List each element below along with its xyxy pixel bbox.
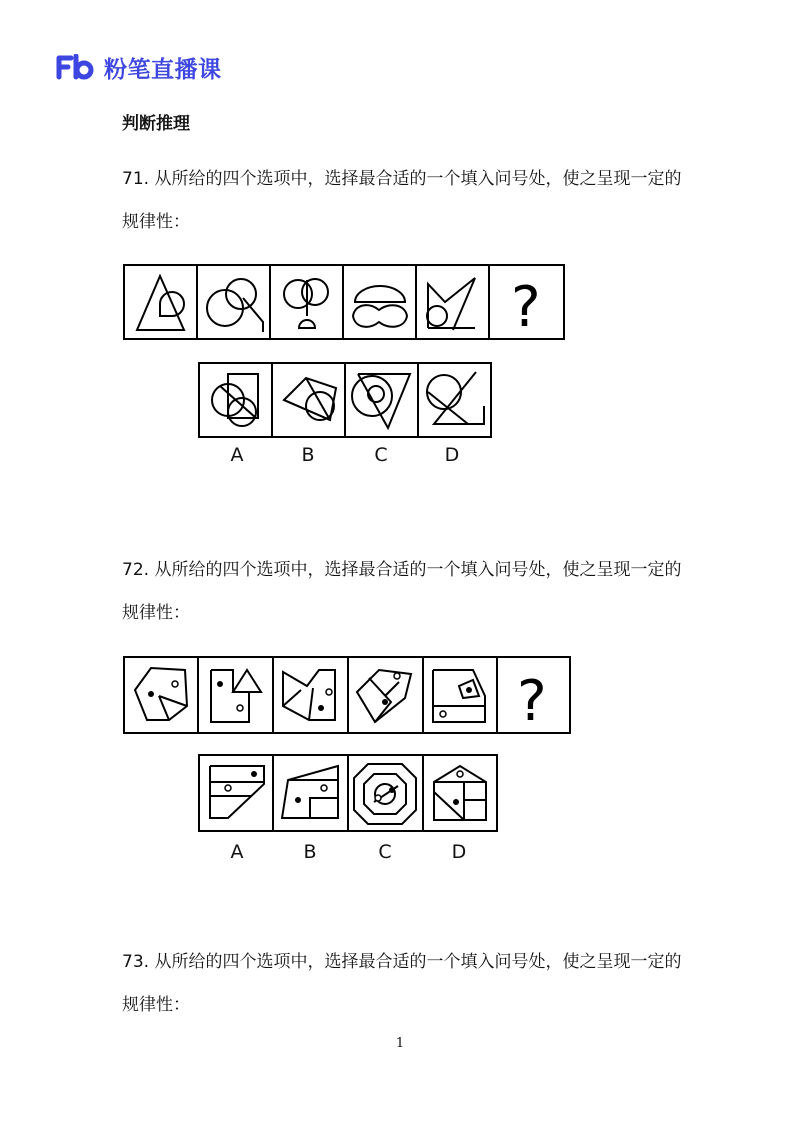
page-number: 1 — [395, 1036, 405, 1051]
q72-cell-5 — [423, 657, 497, 733]
question-71-text: 71. 从所给的四个选项中，选择最合适的一个填入问号处，使之呈现一定的规律性： — [122, 169, 682, 232]
question-71-options — [198, 362, 492, 438]
brand-logo — [56, 52, 222, 82]
q71-option-c-label[interactable]: C — [374, 444, 388, 466]
q71-option-a-label[interactable]: A — [230, 444, 244, 466]
q71-option-b-figure[interactable] — [272, 363, 345, 437]
q71-option-c-figure[interactable] — [345, 363, 418, 437]
q71-option-a-figure[interactable] — [199, 363, 272, 437]
section-title: 判断推理 — [122, 114, 190, 134]
q71-cell-3 — [270, 265, 343, 339]
q71-option-d-figure[interactable] — [418, 363, 491, 437]
question-71-sequence — [123, 264, 565, 340]
q71-cell-2 — [197, 265, 270, 339]
q71-option-b-label[interactable]: B — [301, 444, 315, 466]
question-73-text: 73. 从所给的四个选项中，选择最合适的一个填入问号处，使之呈现一定的规律性： — [122, 952, 682, 1015]
question-mark: ? — [511, 275, 541, 340]
q71-question-cell — [489, 265, 564, 340]
q72-option-d-label[interactable]: D — [451, 841, 467, 863]
q72-option-b-figure[interactable] — [273, 755, 348, 831]
q72-option-d-figure[interactable] — [423, 755, 497, 831]
q72-option-c-figure[interactable] — [348, 755, 423, 831]
q72-question-cell — [497, 657, 570, 734]
q71-option-d-label[interactable]: D — [444, 444, 460, 466]
q71-cell-4 — [343, 265, 416, 339]
q72-option-a-label[interactable]: A — [230, 841, 244, 863]
question-72-options — [198, 754, 498, 832]
q72-cell-2 — [198, 657, 273, 733]
q72-cell-3 — [273, 657, 348, 733]
q72-option-c-label[interactable]: C — [378, 841, 392, 863]
q71-cell-5 — [416, 265, 489, 339]
fb-logo-icon — [56, 54, 96, 80]
question-72-text: 72. 从所给的四个选项中，选择最合适的一个填入问号处，使之呈现一定的规律性： — [122, 560, 682, 623]
q71-cell-1 — [124, 265, 197, 339]
brand-name: 粉笔直播课 — [104, 56, 222, 83]
q72-cell-1 — [124, 657, 198, 733]
q72-cell-4 — [348, 657, 423, 733]
question-72-sequence — [123, 656, 571, 734]
q72-option-b-label[interactable]: B — [303, 841, 317, 863]
q72-option-a-figure[interactable] — [199, 755, 273, 831]
question-mark: ? — [517, 669, 547, 734]
